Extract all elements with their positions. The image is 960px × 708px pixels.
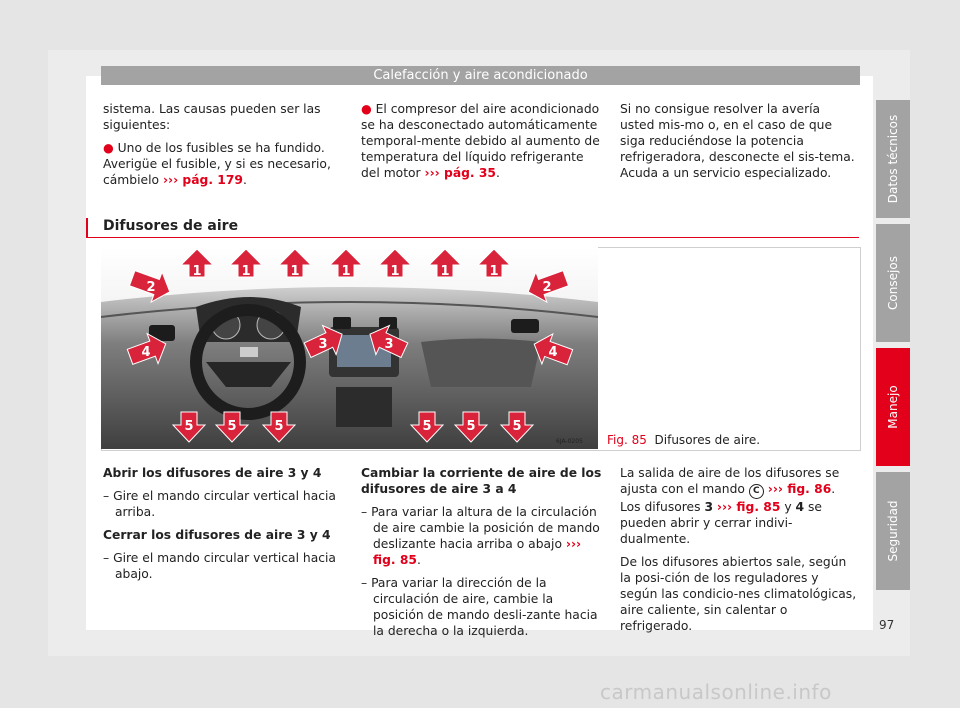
svg-text:1: 1 xyxy=(390,264,400,279)
svg-text:1: 1 xyxy=(290,264,300,279)
instruction-item: – Gire el mando circular vertical hacia arriba. xyxy=(103,489,336,519)
bullet-text: Uno de los fusibles se ha fundido. Averigüe el fusible, y si es necesario, cámbielo xyxy=(103,141,331,187)
vent-right xyxy=(511,319,539,333)
svg-text:5: 5 xyxy=(274,419,284,434)
chapter-header: Calefacción y aire acondicionado xyxy=(101,66,860,85)
subheading: Abrir los difusores de aire 3 y 4 xyxy=(103,466,322,480)
dashboard-illustration xyxy=(101,247,598,449)
svg-text:4: 4 xyxy=(548,345,558,360)
svg-text:1: 1 xyxy=(489,264,499,279)
climate-panel xyxy=(336,387,392,427)
page-reference-link[interactable]: ››› pág. 179 xyxy=(162,173,243,187)
svg-text:5: 5 xyxy=(227,419,237,434)
page-reference-link[interactable]: ››› pág. 35 xyxy=(424,166,496,180)
bullet-icon: ● xyxy=(103,141,114,155)
paragraph: La salida de aire de los difusores se ajusta con el mando C ››› fig. 86. Los difusores 3 ››› fig. 85 y 4 se pueden abrir y cerrar indivi-dualmente. xyxy=(620,466,840,546)
svg-text:5: 5 xyxy=(184,419,194,434)
svg-text:1: 1 xyxy=(341,264,351,279)
paragraph: Si no consigue resolver la avería usted mis-mo o, en el caso de que siga reduciéndose la potencia refrigeradora, desconecte el sis-tema. Acuda a un servicio especializado. xyxy=(620,102,855,180)
figure-reference-link[interactable]: ››› fig. 85 xyxy=(373,537,582,567)
bullet-text: El compresor del aire acondicionado se ha desconectado automáticamente temporal-mente debido al aumento de temperatura del líquido refrigerante del motor xyxy=(361,102,600,180)
svg-text:1: 1 xyxy=(440,264,450,279)
bullet-item: ● El compresor del aire acondicionado se ha desconectado automáticamente temporal-mente debido al aumento de temperatura del líquido refrigerante del motor ››› pág. 35. xyxy=(361,102,600,180)
control-c-badge: C xyxy=(749,484,764,499)
tab-seguridad[interactable]: Seguridad xyxy=(876,472,910,590)
bottom-column-2 xyxy=(361,465,604,646)
bottom-column-1 xyxy=(103,465,348,589)
bottom-column-3 xyxy=(620,465,858,641)
paragraph: De los difusores abiertos sale, según la posi-ción de los reguladores y según las condicio-nes climatológicas, aire caliente, sin calentar o refrigerado. xyxy=(620,555,857,633)
bullet-icon: ● xyxy=(361,102,372,116)
instruction-item: – Gire el mando circular vertical hacia abajo. xyxy=(103,551,336,581)
vent-center-left xyxy=(333,317,351,329)
figure-label: Fig. 85 xyxy=(607,433,647,447)
svg-text:5: 5 xyxy=(466,419,476,434)
svg-text:3: 3 xyxy=(318,337,328,352)
glove-box xyxy=(421,339,541,388)
section-marker xyxy=(86,218,88,238)
figure-caption xyxy=(607,433,760,447)
top-column-2 xyxy=(361,101,604,188)
instruction-item: – Para variar la altura de la circulación de aire cambie la posición de mando deslizante hacia arriba o abajo ››› fig. 85. xyxy=(361,505,600,567)
page-number: 97 xyxy=(879,618,895,632)
svg-text:3: 3 xyxy=(384,337,394,352)
svg-text:1: 1 xyxy=(192,264,202,279)
top-column-3 xyxy=(620,101,858,188)
svg-text:5: 5 xyxy=(422,419,432,434)
subheading: Cerrar los difusores de aire 3 y 4 xyxy=(103,528,331,542)
watermark: carmanualsonline.info xyxy=(600,680,832,704)
figure-caption-text: Difusores de aire. xyxy=(654,433,761,447)
section-divider xyxy=(86,237,859,238)
section-title: Difusores de aire xyxy=(103,218,239,234)
figure-reference-link[interactable]: ››› fig. 86 xyxy=(767,482,832,496)
svg-text:2: 2 xyxy=(146,280,156,295)
seat-logo xyxy=(240,347,258,357)
figure-reference-link[interactable]: ››› fig. 85 xyxy=(716,500,781,514)
top-column-1 xyxy=(103,101,343,195)
tab-consejos[interactable]: Consejos xyxy=(876,224,910,342)
svg-text:2: 2 xyxy=(542,280,552,295)
intro-text: sistema. Las causas pueden ser las siguientes: xyxy=(103,102,321,132)
tab-datos-tecnicos[interactable]: Datos técnicos xyxy=(876,100,910,218)
figure-code: 6JA-0205 xyxy=(556,438,583,445)
dashboard-svg xyxy=(101,247,598,449)
subheading: Cambiar la corriente de aire de los difusores de aire 3 a 4 xyxy=(361,466,602,496)
svg-text:4: 4 xyxy=(141,345,151,360)
instruction-item: – Para variar la dirección de la circulación de aire, cambie la posición de mando desli-zante hacia la derecha o la izquierda. xyxy=(361,576,598,638)
svg-text:1: 1 xyxy=(241,264,251,279)
bullet-item: ● Uno de los fusibles se ha fundido. Averigüe el fusible, y si es necesario, cámbielo ››› pág. 179. xyxy=(103,141,331,187)
tab-manejo[interactable]: Manejo xyxy=(876,348,910,466)
svg-text:5: 5 xyxy=(512,419,522,434)
